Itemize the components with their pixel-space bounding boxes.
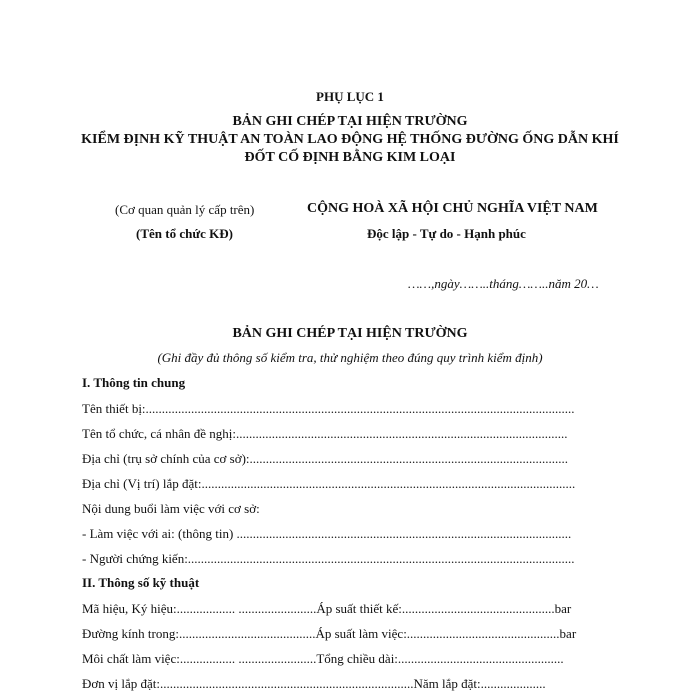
document-title-line-3: ĐỐT CỐ ĐỊNH BẰNG KIM LOẠI [244,150,456,165]
field-meeting-content: Nội dung buổi làm việc với cơ sở: [82,501,260,516]
field-installation-address: Địa chỉ (Vị trí) lắp đặt:................................................................................................................... [82,476,576,491]
field-installer-and-install-year: Đơn vị lắp đặt:..............................................................................Năm lắp đặt:.................... [82,676,546,691]
field-witness: - Người chứng kiến:....................................................................................................................... [82,551,575,566]
national-motto: Độc lập - Tự do - Hạnh phúc [367,226,526,241]
record-title: BẢN GHI CHÉP TẠI HIỆN TRƯỜNG [232,326,468,341]
appendix-label: PHỤ LỤC 1 [316,89,384,104]
field-medium-and-total-length: Môi chất làm việc:................. ........................Tổng chiều dài:................................................... [82,651,564,666]
document-title-line-1: BẢN GHI CHÉP TẠI HIỆN TRƯỜNG [232,114,468,129]
parent-agency: (Cơ quan quản lý cấp trên) [115,202,255,217]
field-working-with: - Làm việc với ai: (thông tin) ....................................................................................................... [82,526,572,541]
section-general-info: I. Thông tin chung [82,375,186,390]
section-technical-params: II. Thông số kỹ thuật [82,575,200,590]
field-requesting-party: Tên tổ chức, cá nhân đề nghị:...................................................................................................... [82,426,568,441]
field-head-office-address: Địa chỉ (trụ sở chính của cơ sở):.................................................................................................. [82,451,569,466]
field-model-and-design-pressure: Mã hiệu, Ký hiệu:.................. ........................Áp suất thiết kế:...............................................bar [82,601,572,616]
national-title: CỘNG HOÀ XÃ HỘI CHỦ NGHĨA VIỆT NAM [307,201,598,216]
field-device-name: Tên thiết bị:.................................................................................................................................... [82,401,575,416]
record-subtitle: (Ghi đầy đủ thông số kiểm tra, thử nghiệm theo đúng quy trình kiểm định) [157,350,543,365]
field-diameter-and-working-pressure: Đường kính trong:..........................................Áp suất làm việc:...............................................bar [82,626,577,641]
date-line: ……,ngày……..tháng……..năm 20… [408,276,599,291]
document-title-line-2: KIỂM ĐỊNH KỸ THUẬT AN TOÀN LAO ĐỘNG HỆ THỐNG ĐƯỜNG ỐNG DẪN KHÍ [81,132,619,147]
organization-name: (Tên tổ chức KĐ) [136,226,233,241]
